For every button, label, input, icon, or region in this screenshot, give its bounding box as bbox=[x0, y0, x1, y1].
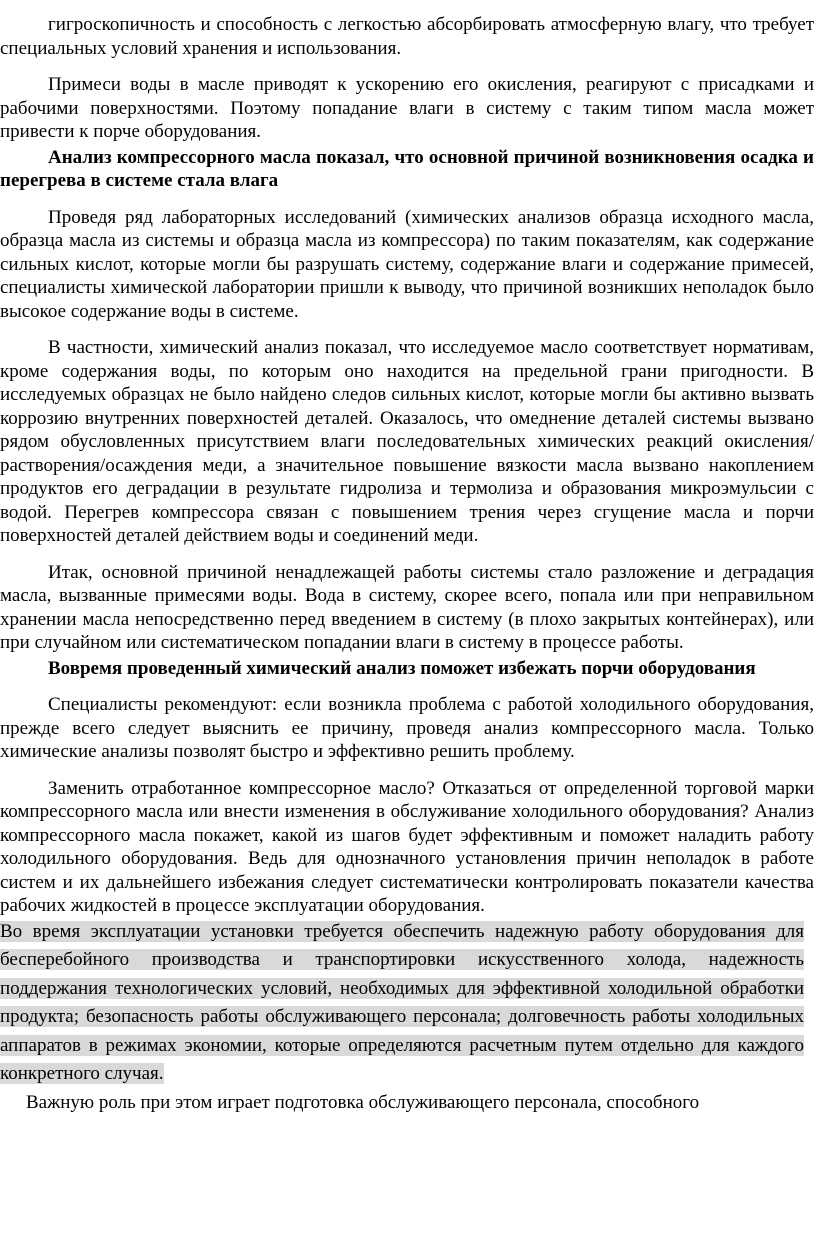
highlighted-text: Во время эксплуатации установки требуется обеспечить надежную работу оборудования для бесперебойного производства и транспортировки искусственного холода, надежность поддержания технологических условий, необходимых для эффективной холодильной обработки продукта; безопасность работы обслуживающего персонала; долговечность работы холодильных аппаратов в режимах экономии, которые определяются расчетным путем отдельно для каждого конкретного случая. bbox=[0, 920, 804, 1084]
paragraph-3: Проведя ряд лабораторных исследований (химических анализов образца исходного масла, образца масла из системы и образца масла из компрессора) по таким показателям, как содержание сильных кислот, которые могли бы разрушать систему, содержание влаги и содержание примесей, специалисты химической лаборатории пришли к выводу, что причиной возникших неполадок было высокое содержание воды в системе. bbox=[0, 206, 814, 322]
paragraph-9-start: Важную роль при этом играет подготовка обслуживающего персонала, способного bbox=[26, 1091, 700, 1113]
paragraph-2: Примеси воды в масле приводят к ускорению его окисления, реагируют с присадками и рабочими поверхностями. Поэтому попадание влаги в систему с таким типом масла может привести к порче оборудования. bbox=[0, 74, 814, 142]
heading-timely-analysis: Вовремя проведенный химический анализ поможет избежать порчи оборудования bbox=[48, 657, 756, 679]
heading-moisture-cause: Анализ компрессорного масла показал, что основной причиной возникновения осадка и перегрева в системе стала влага bbox=[0, 146, 814, 191]
paragraph-7: Заменить отработанное компрессорное масло? Отказаться от определенной торговой марки компрессорного масла или внести изменения в обслуживание холодильного оборудования? Анализ компрессорного масла покажет, какой из шагов будет эффективным и поможет наладить работу холодильного оборудования. Ведь для однозначного установления причин неполадок в работе систем и их дальнейшего избежания следует систематически контролировать показатели качества рабочих жидкостей в процессе эксплуатации оборудования. bbox=[0, 777, 814, 916]
paragraph-6: Специалисты рекомендуют: если возникла проблема с работой холодильного оборудования, прежде всего следует выяснить ее причину, проведя анализ компрессорного масла. Только химические анализы позволят быстро и эффективно решить проблему. bbox=[0, 694, 814, 762]
paragraph-1-tail: гигроскопичность и способность с легкостью абсорбировать атмосферную влагу, что требует специальных условий хранения и использования. bbox=[0, 14, 814, 59]
paragraph-8-highlighted bbox=[0, 918, 816, 1089]
paragraph-5: Итак, основной причиной ненадлежащей работы системы стало разложение и деградация масла, вызванные примесями воды. Вода в систему, скорее всего, попала или при неправильном хранении масла непосредственно перед введением в систему (в плохо закрытых контейнерах), или при случайном или систематическом попадании влаги в систему в процессе работы. bbox=[0, 561, 814, 653]
paragraph-4: В частности, химический анализ показал, что исследуемое масло соответствует нормативам, кроме содержания воды, по которым оно находится на предельной грани пригодности. В исследуемых образцах не было найдено следов сильных кислот, которые могли бы активно вызвать коррозию внутренних поверхностей деталей. Оказалось, что омеднение деталей системы вызвано рядом обусловленных присутствием влаги последовательных химических реакций окисления/растворения/осаждения меди, а значительное повышение вязкости масла вызвано накоплением продуктов его деградации в результате гидролиза и термолиза и образования микроэмульсии с водой. Перегрев компрессора связан с повышением трения через сгущение масла и порчи поверхностей деталей действием воды и соединений меди. bbox=[0, 337, 814, 546]
